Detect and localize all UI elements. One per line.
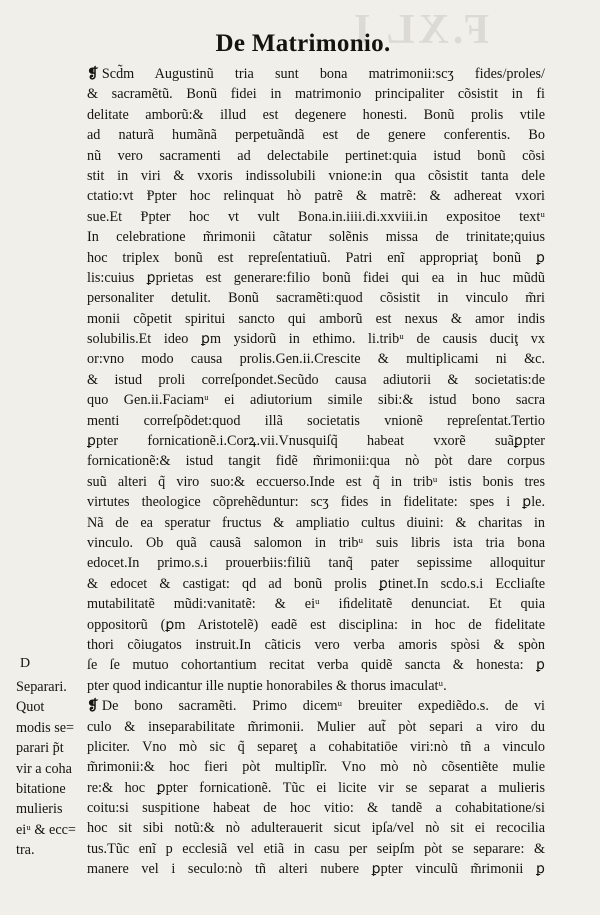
text-line: sue.Et Ᵽpter hoc vt vult Bona.in.iiii.di.xxviii.in expositoe textᵘ: [87, 208, 545, 225]
text-line: vinculo. Ob quã causã salomon in tribᵘ suis libris ista tria bona: [87, 534, 545, 551]
text-line: ꝑpter fornicationẽ.i.Corꝝ.vii.Vnusquiſq̃ habeat vxorẽ suãꝑpter: [87, 433, 545, 450]
text-line: manere vel i seculo:nò tñ alteri nubere ꝑpter vinculũ m̃rimonii ꝑ: [87, 861, 545, 878]
text-line: In celebratione m̃rimonii cãtatur solẽnis missa de trinitate;quius: [87, 229, 545, 246]
text-line: culo & inseparabilitate m̃rimonii. Mulier aut̃ pòt separi a viro du: [87, 718, 545, 735]
text-line: monii cõpetit spiritui sancto qui amborũ est nexus & amor indis: [87, 310, 545, 327]
text-line: hoc sit sibi notũ:& nò adulterauerit sicut ipſa/vel nò sit ei recocilia: [87, 820, 545, 837]
margin-note-line: tra.: [16, 842, 35, 859]
bleed-through-decoration: F.XL I: [350, 7, 490, 53]
text-line: or:vno modo causa prolis.Gen.ii.Crescite & multiplicami ni &c.: [87, 351, 545, 368]
text-line: oppositorũ (ꝑm Aristotelẽ) eadẽ est disciplina: in hoc de fidelitate: [87, 616, 545, 633]
text-line: edocet.In primo.s.i prouerbiis:filiũ tanq̃ pater sepissime alloquitur: [87, 555, 545, 572]
text-line: pter quod indicantur ille nuptie honorabiles & thorus imaculatᵘ.: [87, 677, 447, 694]
text-line: lis:cuius ꝑprietas est generare:filio bonũ fidei qui ea in huc mũdũ: [87, 269, 545, 286]
text-line: nũ vero sacramenti ad delectabile pertinet:quia istud bonũ cõsi: [87, 147, 545, 164]
text-line: coitu:si suspitione habeat de hoc vitio: & tandẽ a cohabitatione/si: [87, 800, 545, 817]
margin-note-line: Quot: [16, 699, 45, 716]
text-line: & istud proli correſpondet.Secũdo causa adiutorii & societatis:de: [87, 371, 545, 388]
text-line: re:& hoc ꝑpter fornicationẽ. Tũc ei licite vir se separat a mulieris: [87, 779, 545, 796]
text-line: ad naturã humãnã perpetuãndã est de genere conferentis. Bo: [87, 127, 545, 144]
text-line: fornicationẽ:& istud tangit fidẽ m̃rimonii:qua nò pòt dare corpus: [87, 453, 545, 470]
text-line: virtutes theologice cõprehẽduntur: scʒ fides in fidelitate: spes i ꝑle.: [87, 494, 545, 511]
page-heading: De Matrimonio.: [215, 30, 391, 57]
pilcrow-icon: ❡: [87, 66, 99, 82]
margin-note-line: vir a coha: [16, 760, 72, 777]
paragraph-de-bono-sacramenti: [87, 696, 545, 880]
main-text: [87, 64, 545, 880]
margin-note-line: Separari.: [16, 679, 67, 695]
text-line: stit in viri & vxoris indissolubili vnione:in qua cõsistit tanta dele: [87, 167, 545, 184]
text-line: ❡ Scd̃m Augustinũ tria sunt bona matrimonii:scʒ fides/proles/: [87, 66, 545, 82]
text-line: suũ alteri q̃ viro suo:& eccuerso.Inde est q̃ in tribᵘ istis bonis tres: [87, 473, 545, 490]
marginal-sign: D: [20, 656, 31, 671]
text-line: solubilis.Et ideo ꝑm ysidorũ in ethimo. li.tribᵘ de causis duciţ vx: [87, 331, 545, 348]
text-line: ctatio:vt Ᵽpter hoc relinquat hò patrẽ & matrẽ: & adhereat vxori: [87, 188, 545, 205]
text-line: quo Gen.ii.Faciamᵘ ei adiutorium simile sibi:& istud bono sacra: [87, 392, 545, 409]
text-line: personaliter detulit. Bonũ sacramẽti:quod cõsistit in vinculo m̃ri: [87, 290, 545, 307]
text-line: hoc triplex bonũ est repreſentatiuũ. Patri enĩ appropriaţ bonũ ꝑ: [87, 249, 545, 266]
text-line: pliciter. Vno mò sic q̃ separeţ a cohabitatiōe viri:nò tñ a vinculo: [87, 738, 545, 755]
text-line: tus.Tũc enĩ p ecclesiã vel etiã in casu per seipſm pòt se separare: &: [87, 840, 545, 857]
text-line: ❡ De bono sacramẽti. Primo dicemᵘ breuiter expediẽdo.s. de vi: [87, 698, 545, 715]
margin-note-line: mulieris: [16, 801, 63, 818]
margin-note-line: parari p̃t: [16, 740, 64, 757]
text-line: menti correſpõdet:quod illã societatis vnionẽ repreſentat.Tertio: [87, 412, 545, 429]
text-line: Nã de ea speratur fructus & ampliatio cultus diuini: & charitas in: [87, 514, 545, 531]
text-line: delitate amborũ:& illud est degenere honesti. Bonũ prolis vtile: [87, 106, 545, 123]
text-line: & sacramẽtũ. Bonũ fidei in matrimonio principaliter cõsistit in fi: [87, 86, 545, 103]
text-line: ſe ſe mutuo cohortantium recitat verba quidẽ sancta & honesta: ꝑ: [87, 657, 545, 674]
margin-note-line: modis se=: [16, 719, 75, 736]
margin-note-line: bitatione: [16, 780, 66, 797]
text-line: & edocet & castigat: qd ad bonũ prolis ꝑtinet.In scdo.s.i Eccliaſte: [87, 575, 545, 592]
pilcrow-icon: ❡: [87, 698, 99, 715]
text-line: mutabilitatẽ mũdi:vanitatẽ: & eiᵘ iﬁdelitatẽ denunciat. Et quia: [87, 596, 545, 613]
margin-note-line: eiᵘ & ecc=: [16, 821, 76, 838]
text-line: thori cõiugatos instruit.In cãticis vero verba amoris spòsi & spòn: [87, 636, 545, 653]
text-line: m̃rimonii:& hoc fieri pòt multiplĩr. Vno mò nò cõsentiẽte mulie: [87, 759, 545, 776]
paragraph-augustinus: [87, 64, 545, 696]
margin-note: [16, 677, 88, 861]
